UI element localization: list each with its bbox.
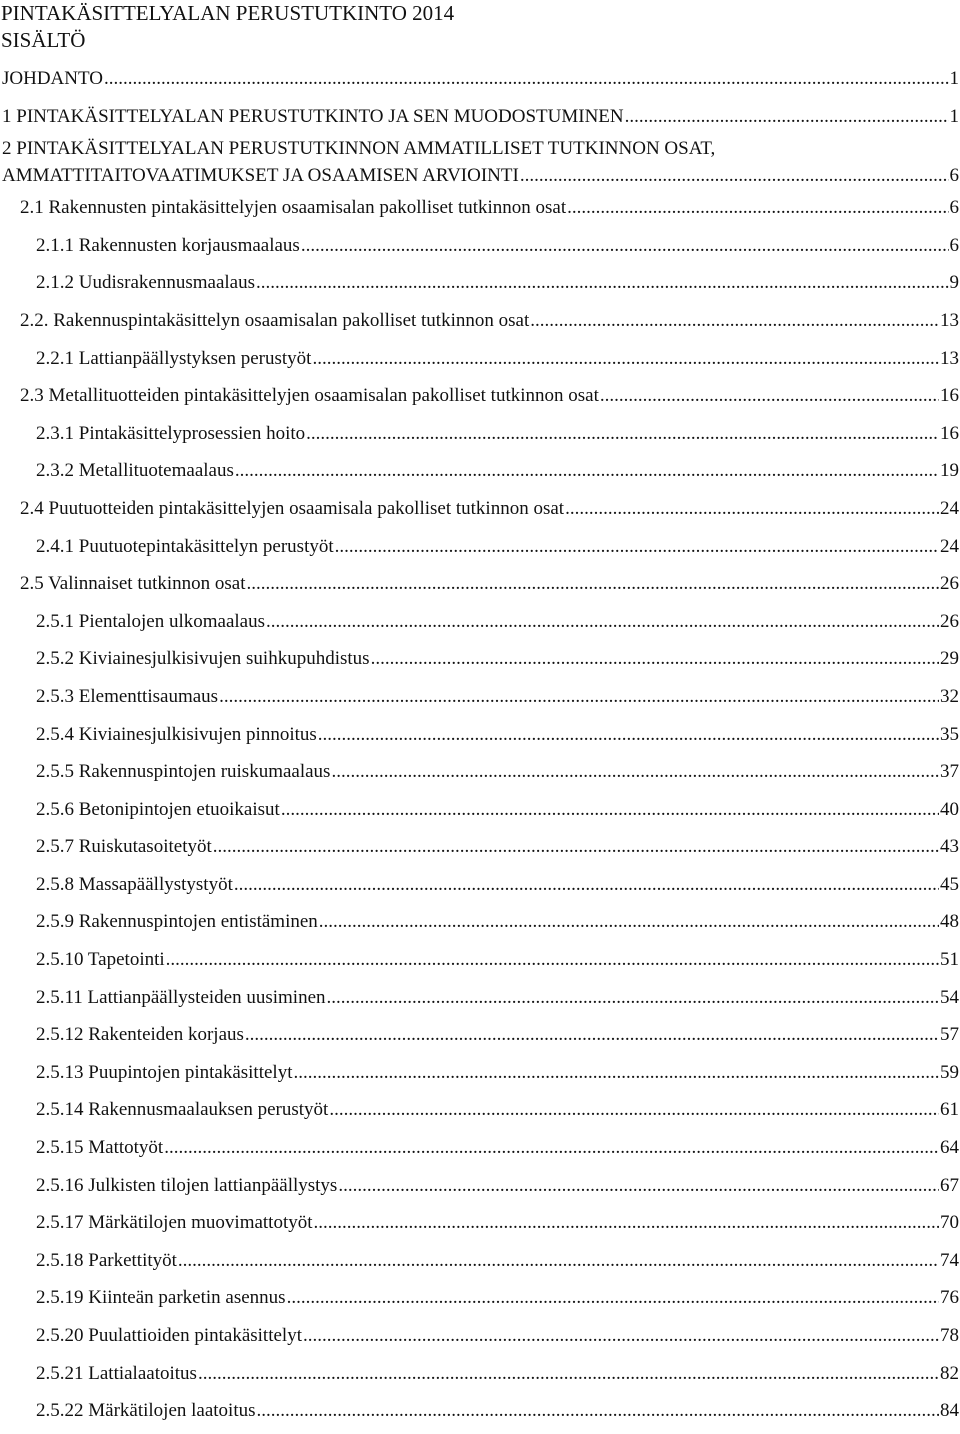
dot-leader [314, 1204, 939, 1242]
toc-entry-title: 2.5.6 Betonipintojen etuoikaisut [36, 798, 280, 820]
toc-entry-title: 1 PINTAKÄSITTELYALAN PERUSTUTKINTO JA SEN MUODOSTUMINEN [2, 105, 624, 127]
dot-leader [104, 60, 949, 98]
dot-leader [247, 565, 939, 603]
toc-entry-page-number: 32 [940, 685, 959, 707]
dot-leader [301, 227, 949, 265]
toc-entry-title: 2.5.18 Parkettityöt [36, 1249, 177, 1271]
dot-leader [306, 415, 939, 453]
toc-entry-page-number: 16 [940, 385, 959, 407]
toc-entry[interactable] [0, 135, 960, 189]
dot-leader [293, 1054, 939, 1092]
dot-leader [219, 678, 939, 716]
toc-entry-page-number: 67 [940, 1174, 959, 1196]
toc-entry[interactable] [0, 1392, 960, 1430]
toc-entry[interactable] [0, 340, 960, 378]
toc-entry[interactable] [0, 866, 960, 904]
dot-leader [331, 753, 939, 791]
toc-entry-title: 2.4.1 Puutuotepintakäsittelyn perustyöt [36, 535, 334, 557]
dot-leader [565, 490, 939, 528]
toc-entry[interactable] [0, 377, 960, 415]
toc-entry[interactable] [0, 490, 960, 528]
toc-entry[interactable] [0, 1167, 960, 1205]
toc-entry-title: 2.5.1 Pientalojen ulkomaalaus [36, 610, 266, 632]
contents-heading: SISÄLTÖ [1, 28, 86, 52]
toc-entry-title: 2.4 Puutuotteiden pintakäsittelyjen osaamisala pakolliset tutkinnon osat [20, 497, 565, 519]
toc-entry-page-number: 51 [940, 949, 959, 971]
dot-leader [257, 1392, 939, 1430]
toc-entry[interactable] [0, 1242, 960, 1280]
dot-leader [338, 1167, 939, 1205]
dot-leader [235, 452, 939, 490]
toc-entry-page-number: 6 [949, 165, 959, 187]
dot-leader [287, 1279, 939, 1317]
dot-leader [530, 302, 939, 340]
toc-entry-title: 2.5.14 Rakennusmaalauksen perustyöt [36, 1099, 329, 1121]
table-of-contents [0, 60, 960, 1430]
toc-entry-title: 2.5.13 Puupintojen pintakäsittelyt [36, 1061, 293, 1083]
toc-entry-page-number: 57 [940, 1024, 959, 1046]
dot-leader [335, 528, 939, 566]
toc-entry[interactable] [0, 189, 960, 227]
toc-entry-page-number: 6 [949, 197, 959, 219]
dot-leader [600, 377, 939, 415]
toc-entry-title: 2.5.17 Märkätilojen muovimattotyöt [36, 1212, 313, 1234]
toc-entry-page-number: 9 [949, 272, 959, 294]
toc-entry[interactable] [0, 1054, 960, 1092]
toc-entry[interactable] [0, 640, 960, 678]
dot-leader [198, 1355, 939, 1393]
toc-entry-title: 2.5.16 Julkisten tilojen lattianpäällystys [36, 1174, 338, 1196]
toc-entry-title: 2.3.1 Pintakäsittelyprosessien hoito [36, 422, 306, 444]
toc-entry[interactable] [0, 1204, 960, 1242]
dot-leader [303, 1317, 939, 1355]
toc-entry[interactable] [0, 452, 960, 490]
toc-entry-page-number: 59 [940, 1061, 959, 1083]
toc-entry[interactable] [0, 1279, 960, 1317]
toc-entry-page-number: 19 [940, 460, 959, 482]
toc-entry-page-number: 84 [940, 1400, 959, 1422]
dot-leader [166, 941, 939, 979]
toc-entry-page-number: 43 [940, 836, 959, 858]
toc-entry[interactable] [0, 1355, 960, 1393]
toc-entry-page-number: 76 [940, 1287, 959, 1309]
toc-entry-page-number: 82 [940, 1362, 959, 1384]
toc-entry[interactable] [0, 716, 960, 754]
dot-leader [245, 1016, 939, 1054]
toc-entry[interactable] [0, 98, 960, 136]
toc-entry[interactable] [0, 678, 960, 716]
dot-leader [256, 264, 949, 302]
toc-entry[interactable] [0, 264, 960, 302]
toc-entry-page-number: 45 [940, 873, 959, 895]
toc-entry[interactable] [0, 565, 960, 603]
toc-entry-title: 2.5.5 Rakennuspintojen ruiskumaalaus [36, 761, 331, 783]
toc-entry-title: 2.1 Rakennusten pintakäsittelyjen osaamisalan pakolliset tutkinnon osat [20, 197, 567, 219]
toc-entry-page-number: 61 [940, 1099, 959, 1121]
dot-leader [520, 162, 949, 189]
dot-leader [266, 603, 939, 641]
toc-entry[interactable] [0, 791, 960, 829]
toc-entry-title: 2.3 Metallituotteiden pintakäsittelyjen osaamisalan pakolliset tutkinnon osat [20, 385, 599, 407]
dot-leader [625, 98, 949, 136]
dot-leader [318, 716, 939, 754]
toc-entry-title: 2.3.2 Metallituotemaalaus [36, 460, 234, 482]
toc-entry-page-number: 26 [940, 573, 959, 595]
toc-entry[interactable] [0, 941, 960, 979]
toc-entry[interactable] [0, 903, 960, 941]
toc-entry-page-number: 13 [940, 309, 959, 331]
toc-entry-page-number: 64 [940, 1137, 959, 1159]
toc-entry-title: JOHDANTO [2, 68, 103, 89]
document-header [0, 0, 960, 54]
dot-leader [164, 1129, 939, 1167]
toc-entry-title: AMMATTITAITOVAATIMUKSET JA OSAAMISEN ARVIOINTI [2, 165, 519, 187]
dot-leader [327, 979, 939, 1017]
toc-entry-page-number: 6 [949, 234, 959, 256]
toc-entry-title: 2.5.19 Kiinteän parketin asennus [36, 1287, 286, 1309]
toc-entry-title-line1: 2 PINTAKÄSITTELYALAN PERUSTUTKINNON AMMATILLISET TUTKINNON OSAT, [2, 138, 716, 160]
toc-entry-title-line2 [2, 162, 960, 189]
toc-entry-title: 2.5.21 Lattialaatoitus [36, 1362, 197, 1384]
toc-entry[interactable] [0, 1317, 960, 1355]
toc-entry-page-number: 29 [940, 648, 959, 670]
toc-entry-page-number: 74 [940, 1249, 959, 1271]
toc-entry[interactable] [0, 1016, 960, 1054]
dot-leader [178, 1242, 939, 1280]
toc-entry-title: 2.5 Valinnaiset tutkinnon osat [20, 573, 246, 595]
dot-leader [312, 340, 939, 378]
toc-entry[interactable] [0, 1091, 960, 1129]
toc-entry-page-number: 70 [940, 1212, 959, 1234]
toc-entry-page-number: 26 [940, 610, 959, 632]
toc-entry-page-number: 1 [949, 68, 959, 89]
toc-entry-page-number: 1 [949, 105, 959, 127]
toc-entry-title: 2.5.9 Rakennuspintojen entistäminen [36, 911, 318, 933]
toc-entry-title: 2.2.1 Lattianpäällystyksen perustyöt [36, 347, 312, 369]
document-title: PINTAKÄSITTELYALAN PERUSTUTKINTO 2014 [1, 1, 455, 25]
toc-entry-page-number: 35 [940, 723, 959, 745]
toc-entry-title: 2.5.12 Rakenteiden korjaus [36, 1024, 244, 1046]
toc-entry-title: 2.1.1 Rakennusten korjausmaalaus [36, 234, 300, 256]
toc-entry-title: 2.5.10 Tapetointi [36, 949, 165, 971]
toc-entry-page-number: 37 [940, 761, 959, 783]
dot-leader [281, 791, 939, 829]
toc-entry-title: 2.2. Rakennuspintakäsittelyn osaamisalan pakolliset tutkinnon osat [20, 309, 530, 331]
toc-entry[interactable] [0, 828, 960, 866]
toc-entry-page-number: 40 [940, 798, 959, 820]
toc-entry[interactable] [0, 415, 960, 453]
toc-entry[interactable] [0, 603, 960, 641]
toc-entry-page-number: 78 [940, 1325, 959, 1346]
toc-entry-title: 2.5.2 Kiviainesjulkisivujen suihkupuhdistus [36, 648, 370, 670]
toc-entry-page-number: 54 [940, 986, 959, 1008]
toc-entry-title: 2.5.22 Märkätilojen laatoitus [36, 1400, 256, 1422]
toc-entry-page-number: 24 [940, 535, 959, 557]
toc-entry-title: 2.5.8 Massapäällystystyöt [36, 873, 233, 895]
toc-entry-title: 2.5.11 Lattianpäällysteiden uusiminen [36, 986, 326, 1008]
toc-entry-title: 2.5.20 Puulattioiden pintakäsittelyt [36, 1325, 302, 1346]
toc-entry-page-number: 16 [940, 422, 959, 444]
toc-entry-page-number: 48 [940, 911, 959, 933]
dot-leader [213, 828, 939, 866]
toc-entry[interactable] [0, 528, 960, 566]
toc-entry[interactable] [0, 227, 960, 265]
toc-entry-title: 2.1.2 Uudisrakennusmaalaus [36, 272, 255, 294]
toc-entry[interactable] [0, 753, 960, 791]
toc-entry-title: 2.5.15 Mattotyöt [36, 1137, 164, 1159]
dot-leader [319, 903, 939, 941]
dot-leader [567, 189, 948, 227]
toc-entry-page-number: 13 [940, 347, 959, 369]
dot-leader [329, 1091, 939, 1129]
dot-leader [371, 640, 939, 678]
dot-leader [234, 866, 939, 904]
toc-entry-title: 2.5.3 Elementtisaumaus [36, 685, 219, 707]
toc-entry-title: 2.5.7 Ruiskutasoitetyöt [36, 836, 212, 858]
toc-entry[interactable] [0, 302, 960, 340]
toc-entry-page-number: 24 [940, 497, 959, 519]
toc-entry[interactable] [0, 1129, 960, 1167]
toc-entry-title: 2.5.4 Kiviainesjulkisivujen pinnoitus [36, 723, 317, 745]
toc-entry[interactable] [0, 60, 960, 98]
toc-entry[interactable] [0, 979, 960, 1017]
